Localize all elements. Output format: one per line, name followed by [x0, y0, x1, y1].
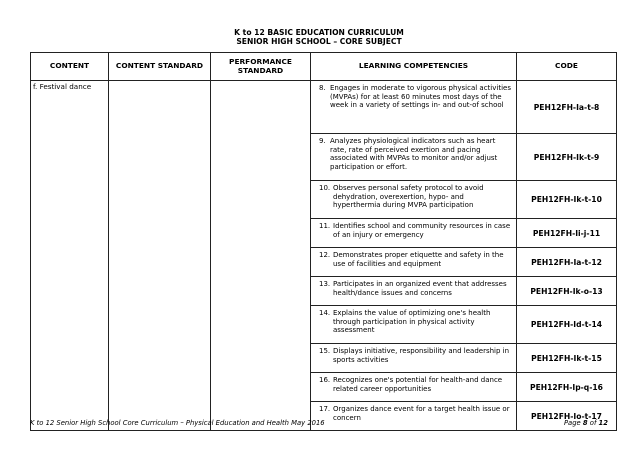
competency-number: 10.	[319, 184, 331, 192]
competency-text: Displays initiative, responsibility and leadership in sports activities	[333, 347, 510, 364]
competency-code-cell: PEH12FH-Ik-t-15	[517, 344, 617, 373]
competency-text: Observes personal safety protocol to avoid dehydration, overexertion, hypo- and hyperthermia during MVPA participation	[333, 184, 484, 210]
competency-code-cell: PEH12FH-Id-t-14	[517, 306, 617, 344]
footer-document-title: K to 12 Senior High School Core Curriculum – Physical Education and Health May 2016	[30, 419, 325, 427]
competency-text: Recognizes one's potential for health-and dance related career opportunities	[333, 376, 503, 393]
table-header-row	[31, 53, 617, 81]
competency-text: Organizes dance event for a target health issue or concern	[333, 405, 510, 422]
doc-header-subtitle: SENIOR HIGH SCHOOL – CORE SUBJECT	[236, 37, 402, 46]
competency-text: Participates in an organized event that addresses health/dance issues and concerns	[333, 280, 507, 297]
learning-competency-cell	[311, 134, 517, 181]
competency-number: 9.	[319, 137, 326, 145]
competency-number: 12.	[319, 251, 331, 259]
competency-number: 13.	[319, 280, 331, 288]
competency-code-cell: PEH12FH-Ii-j-11	[517, 219, 617, 248]
competency-code-cell: PEH12FH-Ip-q-16	[517, 373, 617, 402]
competency-code-cell: PEH12FH-Ik-o-13	[517, 277, 617, 306]
competency-number: 14.	[319, 309, 331, 317]
competency-number: 16.	[319, 376, 331, 384]
competency-number: 17.	[319, 405, 331, 413]
page-label: Page	[563, 419, 581, 427]
competency-number: 8.	[319, 84, 326, 92]
learning-competency-cell	[311, 219, 517, 248]
competency-text: Engages in moderate to vigorous physical activities (MVPAs) for at least 60 minutes most days of the week in a variety of settings in- and out-of school	[330, 84, 511, 110]
column-header-performance-standard: PERFORMANCE STANDARD	[211, 53, 311, 81]
learning-competency-cell	[311, 81, 517, 134]
column-header-content: CONTENT	[31, 53, 109, 81]
competency-number: 15.	[319, 347, 331, 355]
competency-code-cell: PEH12FH-Ik-t-9	[517, 134, 617, 181]
page-total: 12	[598, 419, 608, 427]
learning-competency-cell	[311, 373, 517, 402]
learning-competency-cell	[311, 277, 517, 306]
competency-text: Identifies school and community resources in case of an injury or emergency	[333, 222, 511, 239]
competency-text: Demonstrates proper etiquette and safety in the use of facilities and equipment	[333, 251, 504, 268]
competency-code-cell: PEH12FH-Ia-t-12	[517, 248, 617, 277]
page-current: 8	[582, 419, 588, 427]
learning-competency-cell	[311, 248, 517, 277]
content-cell: f. Festival dance	[31, 81, 109, 431]
performance-standard-cell	[211, 81, 311, 431]
competency-code-cell: PEH12FH-Io-t-17	[517, 402, 617, 431]
content-standard-cell	[109, 81, 211, 431]
table-row	[31, 81, 617, 134]
competency-code-cell: PEH12FH-Ia-t-8	[517, 81, 617, 134]
competency-text: Analyzes physiological indicators such as heart rate, rate of perceived exertion and pacing associated with MVPAs to monitor and/or adjust participation or effort.	[330, 137, 498, 171]
learning-competency-cell	[311, 402, 517, 431]
doc-header-title: K to 12 BASIC EDUCATION CURRICULUM	[234, 28, 404, 37]
page-of-label: of	[589, 419, 597, 427]
footer-page-number	[564, 419, 608, 427]
column-header-content-standard: CONTENT STANDARD	[109, 53, 211, 81]
column-header-learning-competencies: LEARNING COMPETENCIES	[311, 53, 517, 81]
learning-competency-cell	[311, 181, 517, 219]
competency-text: Explains the value of optimizing one's health through participation in physical activity assessment	[333, 309, 491, 335]
curriculum-table	[30, 52, 617, 431]
column-header-code: CODE	[517, 53, 617, 81]
competency-number: 11.	[319, 222, 331, 230]
competency-code-cell: PEH12FH-Ik-t-10	[517, 181, 617, 219]
learning-competency-cell	[311, 344, 517, 373]
learning-competency-cell	[311, 306, 517, 344]
